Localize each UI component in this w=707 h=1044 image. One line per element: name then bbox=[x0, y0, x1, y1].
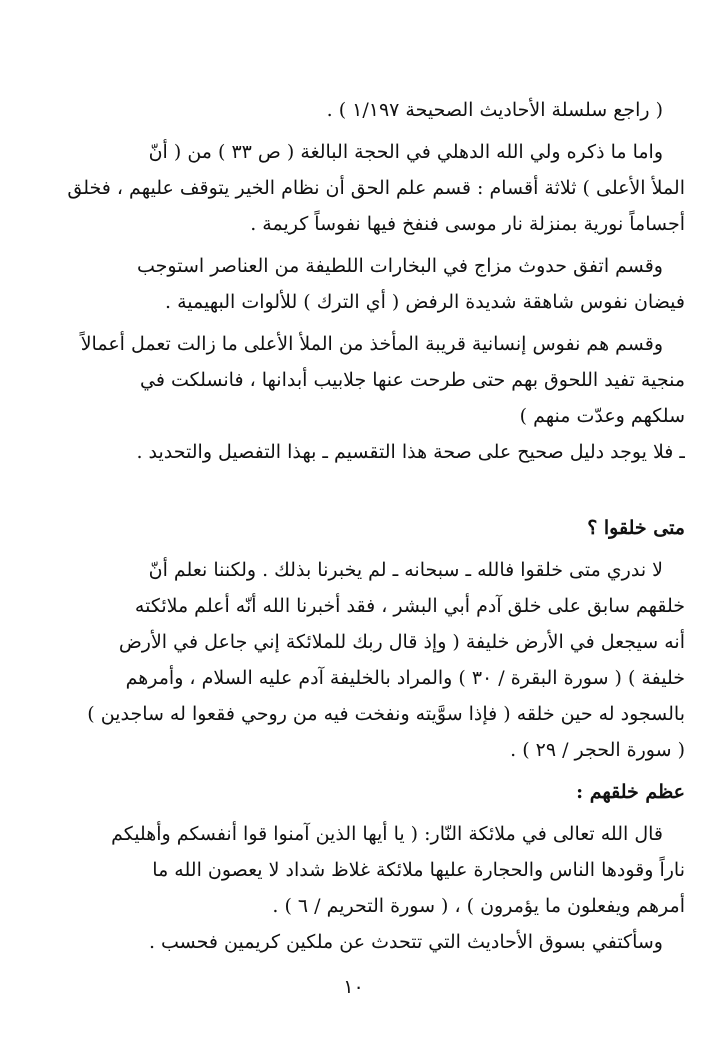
text-line: أجساماً نورية بمنزلة نار موسى فنفخ فيها نفوساً كريمة . bbox=[250, 213, 685, 235]
text-line: لا ندري متى خلقوا فالله ـ سبحانه ـ لم يخبرنا بذلك . ولكننا نعلم أنّ bbox=[148, 559, 663, 581]
reference-line: ( راجع سلسلة الأحاديث الصحيحة ١/١٩٧ ) . bbox=[326, 99, 663, 121]
paragraph-no-evidence bbox=[22, 434, 685, 470]
text-line: واما ما ذكره ولي الله الدهلي في الحجة البالغة ( ص ٣٣ ) من ( أنّ bbox=[148, 141, 663, 163]
text-line: الملأ الأعلى ) ثلاثة أقسام : قسم علم الحق أن نظام الخير يتوقف عليهم ، فخلق bbox=[67, 177, 685, 199]
text-line: قال الله تعالى في ملائكة النّار: ( يا أيها الذين آمنوا قوا أنفسكم وأهليكم bbox=[111, 823, 663, 845]
text-line: سلكهم وعدّت منهم ) bbox=[519, 405, 685, 427]
section-heading-when-created: متى خلقوا ؟ bbox=[587, 517, 685, 539]
page-body bbox=[22, 92, 685, 960]
text-line: ( سورة الحجر / ٢٩ ) . bbox=[510, 739, 685, 761]
paragraph-dahlawi-quote bbox=[22, 134, 685, 242]
text-line: فيضان نفوس شاهقة شديدة الرفض ( أي الترك ) للألوات البهيمية . bbox=[165, 291, 685, 313]
spacer bbox=[22, 470, 685, 510]
page-number: ١٠ bbox=[343, 976, 364, 998]
text-line: ناراً وقودها الناس والحجارة عليها ملائكة غلاظ شداد لا يعصون الله ما bbox=[152, 859, 685, 881]
text-line: خلقهم سابق على خلق آدم أبي البشر ، فقد أخبرنا الله أنّه أعلم ملائكته bbox=[134, 595, 685, 617]
text-line: وقسم اتفق حدوث مزاج في البخارات اللطيفة من العناصر استوجب bbox=[137, 255, 663, 277]
paragraph-closing bbox=[22, 924, 685, 960]
section-heading-greatness: عظم خلقهم : bbox=[576, 781, 685, 803]
text-line: منجية تفيد اللحوق بهم حتى طرحت عنها جلابيب أبدانها ، فانسلكت في bbox=[140, 369, 685, 391]
text-line: خليفة ) ( سورة البقرة / ٣٠ ) والمراد بالخليفة آدم عليه السلام ، وأمرهم bbox=[125, 667, 685, 689]
paragraph-angels-of-fire bbox=[22, 816, 685, 924]
text-line: ـ فلا يوجد دليل صحيح على صحة هذا التقسيم ـ بهذا التفصيل والتحديد . bbox=[136, 441, 685, 463]
paragraph-second-category bbox=[22, 248, 685, 320]
text-line: وسأكتفي بسوق الأحاديث التي تتحدث عن ملكين كريمين فحسب . bbox=[148, 931, 663, 953]
paragraph-third-category bbox=[22, 326, 685, 434]
text-line: أنه سيجعل في الأرض خليفة ( وإذ قال ربك للملائكة إني جاعل في الأرض bbox=[118, 631, 685, 653]
text-line: أمرهم ويفعلون ما يؤمرون ) ، ( سورة التحريم / ٦ ) . bbox=[272, 895, 685, 917]
text-line: بالسجود له حين خلقه ( فإذا سوَّيته ونفخت فيه من روحي فقعوا له ساجدين ) bbox=[87, 703, 685, 725]
paragraph-when-created bbox=[22, 552, 685, 768]
text-line: وقسم هم نفوس إنسانية قريبة المأخذ من الملأ الأعلى ما زالت تعمل أعمالاً bbox=[80, 333, 663, 355]
